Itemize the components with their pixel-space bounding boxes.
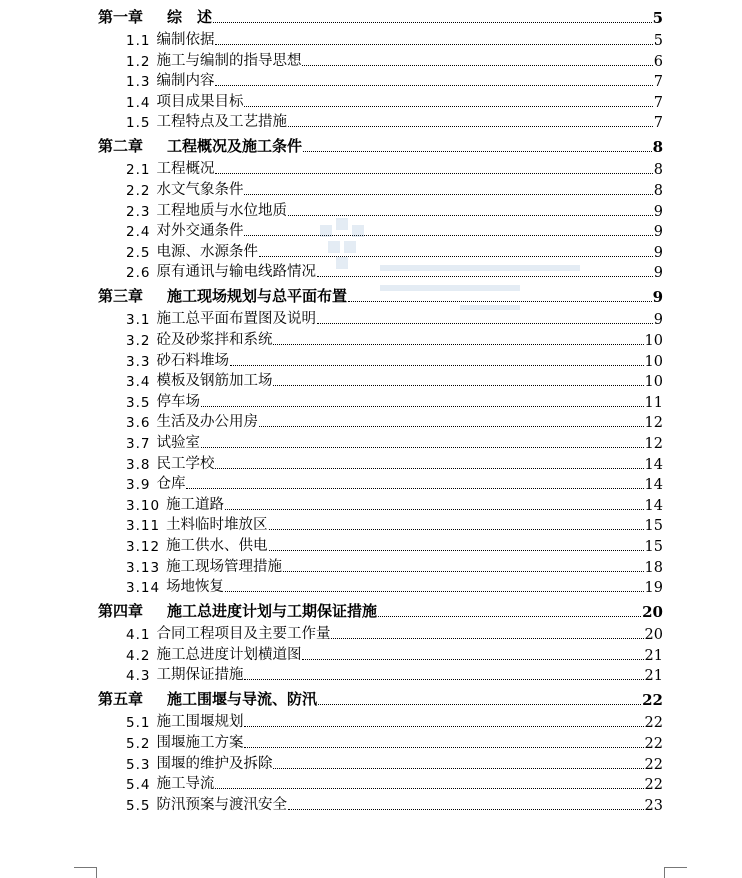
- toc-page-number: 9: [653, 224, 663, 241]
- toc-entry-title: 施工导流: [156, 776, 215, 793]
- toc-page-number: 9: [653, 203, 663, 220]
- toc-entry-number: 2.3: [126, 203, 151, 220]
- toc-section-entry[interactable]: [126, 732, 663, 752]
- toc-dot-leader: [213, 22, 652, 23]
- toc-entry-number: 3.9: [126, 477, 151, 494]
- toc-dot-leader: [215, 173, 652, 174]
- toc-section-entry[interactable]: [126, 432, 663, 452]
- toc-section-entry[interactable]: [126, 753, 663, 773]
- toc-dot-leader: [225, 509, 643, 510]
- toc-entry-title: 停车场: [156, 393, 200, 410]
- toc-entry-number: 3.14: [126, 580, 161, 597]
- toc-dot-leader: [215, 468, 643, 469]
- toc-dot-leader: [244, 726, 643, 727]
- toc-entry-title: 工程地质与水位地质: [156, 202, 287, 219]
- toc-entry-title: 综 述: [167, 8, 213, 26]
- toc-page-number: 20: [642, 603, 663, 622]
- toc-section-entry[interactable]: [126, 370, 663, 390]
- toc-dot-leader: [317, 323, 653, 324]
- toc-entry-number: 3.7: [126, 436, 151, 452]
- toc-entry-title: 施工总进度计划横道图: [156, 646, 302, 663]
- toc-section-entry[interactable]: [126, 179, 663, 199]
- toc-entry-number: 3.5: [126, 394, 151, 411]
- toc-dot-leader: [303, 151, 652, 152]
- toc-entry-title: 工程概况及施工条件: [167, 137, 303, 156]
- toc-entry-title: 民工学校: [156, 455, 215, 472]
- toc-section-entry[interactable]: [126, 111, 663, 131]
- toc-entry-number: 第一章: [98, 8, 144, 26]
- toc-entry-title: 施工与编制的指导思想: [156, 52, 302, 69]
- toc-entry-title: 工程概况: [156, 161, 215, 178]
- toc-page-number: 21: [644, 647, 663, 664]
- toc-entry-title: 土料临时堆放区: [166, 517, 268, 534]
- toc-section-entry[interactable]: [126, 644, 663, 664]
- toc-page-number: 8: [652, 138, 663, 157]
- toc-section-entry[interactable]: [126, 50, 663, 70]
- toc-entry-number: 第三章: [98, 287, 144, 306]
- toc-dot-leader: [215, 85, 652, 86]
- toc-entry-number: 5.3: [126, 756, 151, 773]
- toc-section-entry[interactable]: [126, 773, 663, 793]
- toc-entry-number: 3.4: [126, 374, 151, 391]
- toc-page-number: 22: [644, 777, 663, 794]
- page-corner-mark-right: [664, 867, 687, 878]
- toc-entry-number: 2.5: [126, 244, 151, 261]
- toc-entry-number: 1.5: [126, 115, 151, 132]
- toc-page-number: 5: [652, 9, 663, 27]
- toc-dot-leader: [259, 426, 644, 427]
- toc-entry-title: 防汛预案与渡汛安全: [156, 796, 287, 813]
- toc-entry-number: 1.1: [126, 33, 151, 49]
- toc-page-number: 14: [644, 456, 663, 473]
- toc-entry-number: 2.6: [126, 265, 151, 282]
- toc-page-number: 10: [644, 333, 663, 349]
- toc-page-number: 9: [652, 288, 663, 307]
- toc-entry-title: 施工供水、供电: [166, 538, 268, 554]
- toc-entry-title: 模板及钢筋加工场: [156, 373, 273, 390]
- watermark-logo: [300, 210, 600, 320]
- toc-entry-number: 5.1: [126, 715, 151, 732]
- toc-dot-leader: [273, 768, 643, 769]
- toc-page-number: 22: [644, 756, 663, 773]
- toc-entry-title: 施工现场规划与总平面布置: [167, 287, 348, 306]
- toc-entry-number: 第五章: [98, 690, 144, 709]
- toc-page-number: 14: [644, 477, 663, 494]
- toc-page-number: 9: [653, 265, 663, 282]
- toc-entry-title: 砼及砂浆拌和系统: [156, 332, 273, 348]
- toc-entry-number: 1.2: [126, 53, 151, 70]
- toc-dot-leader: [269, 550, 644, 551]
- toc-entry-number: 1.4: [126, 94, 151, 111]
- toc-entry-title: 生活及办公用房: [156, 414, 258, 431]
- toc-section-entry[interactable]: [126, 473, 663, 493]
- toc-dot-leader: [215, 788, 643, 789]
- toc-page-number: 10: [644, 374, 663, 391]
- toc-page-number: 19: [644, 580, 663, 597]
- toc-section-entry[interactable]: [126, 158, 663, 178]
- toc-entry-number: 3.6: [126, 415, 151, 432]
- toc-page-number: 12: [644, 415, 663, 432]
- toc-page-number: 12: [644, 436, 663, 452]
- toc-dot-leader: [269, 529, 644, 530]
- toc-section-entry[interactable]: [126, 29, 663, 49]
- toc-section-entry[interactable]: [126, 711, 663, 731]
- toc-entry-title: 围堰施工方案: [156, 735, 244, 751]
- toc-page-number: 9: [653, 312, 663, 329]
- toc-page-number: 14: [644, 497, 663, 514]
- toc-page-number: 8: [653, 183, 663, 199]
- toc-page-number: 8: [653, 162, 663, 179]
- toc-section-entry[interactable]: [126, 453, 663, 473]
- toc-entry-title: 工期保证措施: [156, 667, 244, 684]
- toc-dot-leader: [378, 616, 641, 617]
- toc-page-number: 7: [653, 115, 663, 132]
- toc-section-entry[interactable]: [126, 91, 663, 111]
- toc-dot-leader: [230, 365, 644, 366]
- toc-section-entry[interactable]: [126, 664, 663, 684]
- toc-entry-title: 施工总进度计划与工期保证措施: [167, 602, 378, 621]
- toc-entry-title: 施工围堰规划: [156, 714, 244, 731]
- toc-page-number: 7: [653, 74, 663, 91]
- toc-page-number: 15: [644, 518, 663, 535]
- toc-section-entry[interactable]: [126, 794, 663, 814]
- toc-entry-title: 施工现场管理措施: [166, 558, 283, 575]
- toc-entry-number: 5.2: [126, 736, 151, 752]
- toc-entry-number: 3.8: [126, 456, 151, 473]
- toc-entry-title: 编制依据: [156, 32, 215, 48]
- toc-dot-leader: [225, 591, 643, 592]
- toc-page-number: 9: [653, 244, 663, 261]
- toc-entry-title: 工程特点及工艺措施: [156, 114, 287, 131]
- toc-page-number: 22: [644, 736, 663, 752]
- toc-section-entry[interactable]: [126, 535, 663, 555]
- toc-page-number: 10: [644, 353, 663, 370]
- toc-entry-number: 3.11: [126, 518, 161, 535]
- toc-entry-title: 对外交通条件: [156, 223, 244, 240]
- toc-entry-number: 第四章: [98, 602, 144, 621]
- toc-entry-number: 3.13: [126, 559, 161, 576]
- toc-chapter-entry[interactable]: [98, 599, 663, 621]
- toc-page-number: 11: [644, 394, 663, 411]
- toc-entry-number: 3.12: [126, 539, 161, 555]
- toc-entry-number: 5.4: [126, 777, 151, 794]
- toc-entry-number: 3.3: [126, 353, 151, 370]
- toc-page-number: 20: [644, 627, 663, 644]
- toc-entry-number: 5.5: [126, 797, 151, 814]
- toc-dot-leader: [201, 406, 644, 407]
- toc-section-entry[interactable]: [126, 350, 663, 370]
- toc-entry-title: 施工道路: [166, 496, 225, 513]
- toc-page-number: 18: [644, 559, 663, 576]
- toc-section-entry[interactable]: [126, 494, 663, 514]
- toc-dot-leader: [302, 659, 643, 660]
- toc-dot-leader: [244, 747, 643, 748]
- page-corner-mark-left: [74, 867, 97, 878]
- toc-page-number: 7: [653, 94, 663, 111]
- toc-entry-title: 电源、水源条件: [156, 243, 258, 260]
- toc-dot-leader: [215, 44, 652, 45]
- toc-entry-number: 1.3: [126, 74, 151, 91]
- toc-entry-number: 4.1: [126, 627, 151, 644]
- toc-entry-title: 试验室: [156, 435, 200, 451]
- toc-page-number: 6: [653, 53, 663, 70]
- toc-entry-number: 4.3: [126, 668, 151, 685]
- toc-section-entry[interactable]: [126, 329, 663, 349]
- toc-page-number: 5: [653, 33, 663, 49]
- toc-section-entry[interactable]: [126, 514, 663, 534]
- toc-dot-leader: [283, 571, 643, 572]
- toc-entry-title: 水文气象条件: [156, 182, 244, 198]
- toc-page-number: 23: [644, 797, 663, 814]
- toc-dot-leader: [288, 126, 653, 127]
- toc-dot-leader: [331, 638, 643, 639]
- toc-section-entry[interactable]: [126, 411, 663, 431]
- toc-entry-number: 2.2: [126, 183, 151, 199]
- toc-entry-title: 项目成果目标: [156, 93, 244, 110]
- toc-page-number: 21: [644, 668, 663, 685]
- toc-entry-title: 砂石料堆场: [156, 352, 229, 369]
- toc-entry-number: 第二章: [98, 137, 144, 156]
- toc-chapter-entry[interactable]: [98, 134, 663, 156]
- toc-entry-title: 围堰的维护及拆除: [156, 755, 273, 772]
- toc-dot-leader: [186, 488, 643, 489]
- toc-dot-leader: [273, 385, 643, 386]
- toc-section-entry[interactable]: [126, 556, 663, 576]
- toc-dot-leader: [318, 704, 641, 705]
- toc-page-number: 15: [644, 539, 663, 555]
- toc-dot-leader: [273, 344, 643, 345]
- toc-entry-number: 2.4: [126, 224, 151, 241]
- toc-entry-number: 4.2: [126, 647, 151, 664]
- toc-section-entry[interactable]: [126, 623, 663, 643]
- toc-entry-number: 3.10: [126, 497, 161, 514]
- toc-dot-leader: [302, 65, 652, 66]
- toc-entry-title: 原有通讯与输电线路情况: [156, 264, 316, 281]
- toc-page-number: 22: [642, 691, 663, 710]
- toc-entry-number: 3.2: [126, 333, 151, 349]
- toc-entry-title: 施工围堰与导流、防汛: [167, 690, 318, 709]
- toc-chapter-entry[interactable]: [98, 5, 663, 27]
- toc-entry-title: 编制内容: [156, 73, 215, 90]
- toc-entry-title: 合同工程项目及主要工作量: [156, 626, 331, 643]
- toc-dot-leader: [244, 106, 652, 107]
- toc-dot-leader: [201, 447, 644, 448]
- toc-entry-title: 施工总平面布置图及说明: [156, 311, 316, 328]
- toc-entry-number: 3.1: [126, 312, 151, 329]
- toc-page-number: 22: [644, 715, 663, 732]
- toc-entry-title: 场地恢复: [166, 579, 225, 596]
- toc-dot-leader: [288, 809, 644, 810]
- toc-dot-leader: [244, 679, 643, 680]
- toc-section-entry[interactable]: [126, 391, 663, 411]
- toc-section-entry[interactable]: [126, 576, 663, 596]
- toc-section-entry[interactable]: [126, 70, 663, 90]
- toc-entry-title: 仓库: [156, 476, 186, 493]
- toc-chapter-entry[interactable]: [98, 687, 663, 709]
- toc-entry-number: 2.1: [126, 162, 151, 179]
- toc-dot-leader: [244, 194, 652, 195]
